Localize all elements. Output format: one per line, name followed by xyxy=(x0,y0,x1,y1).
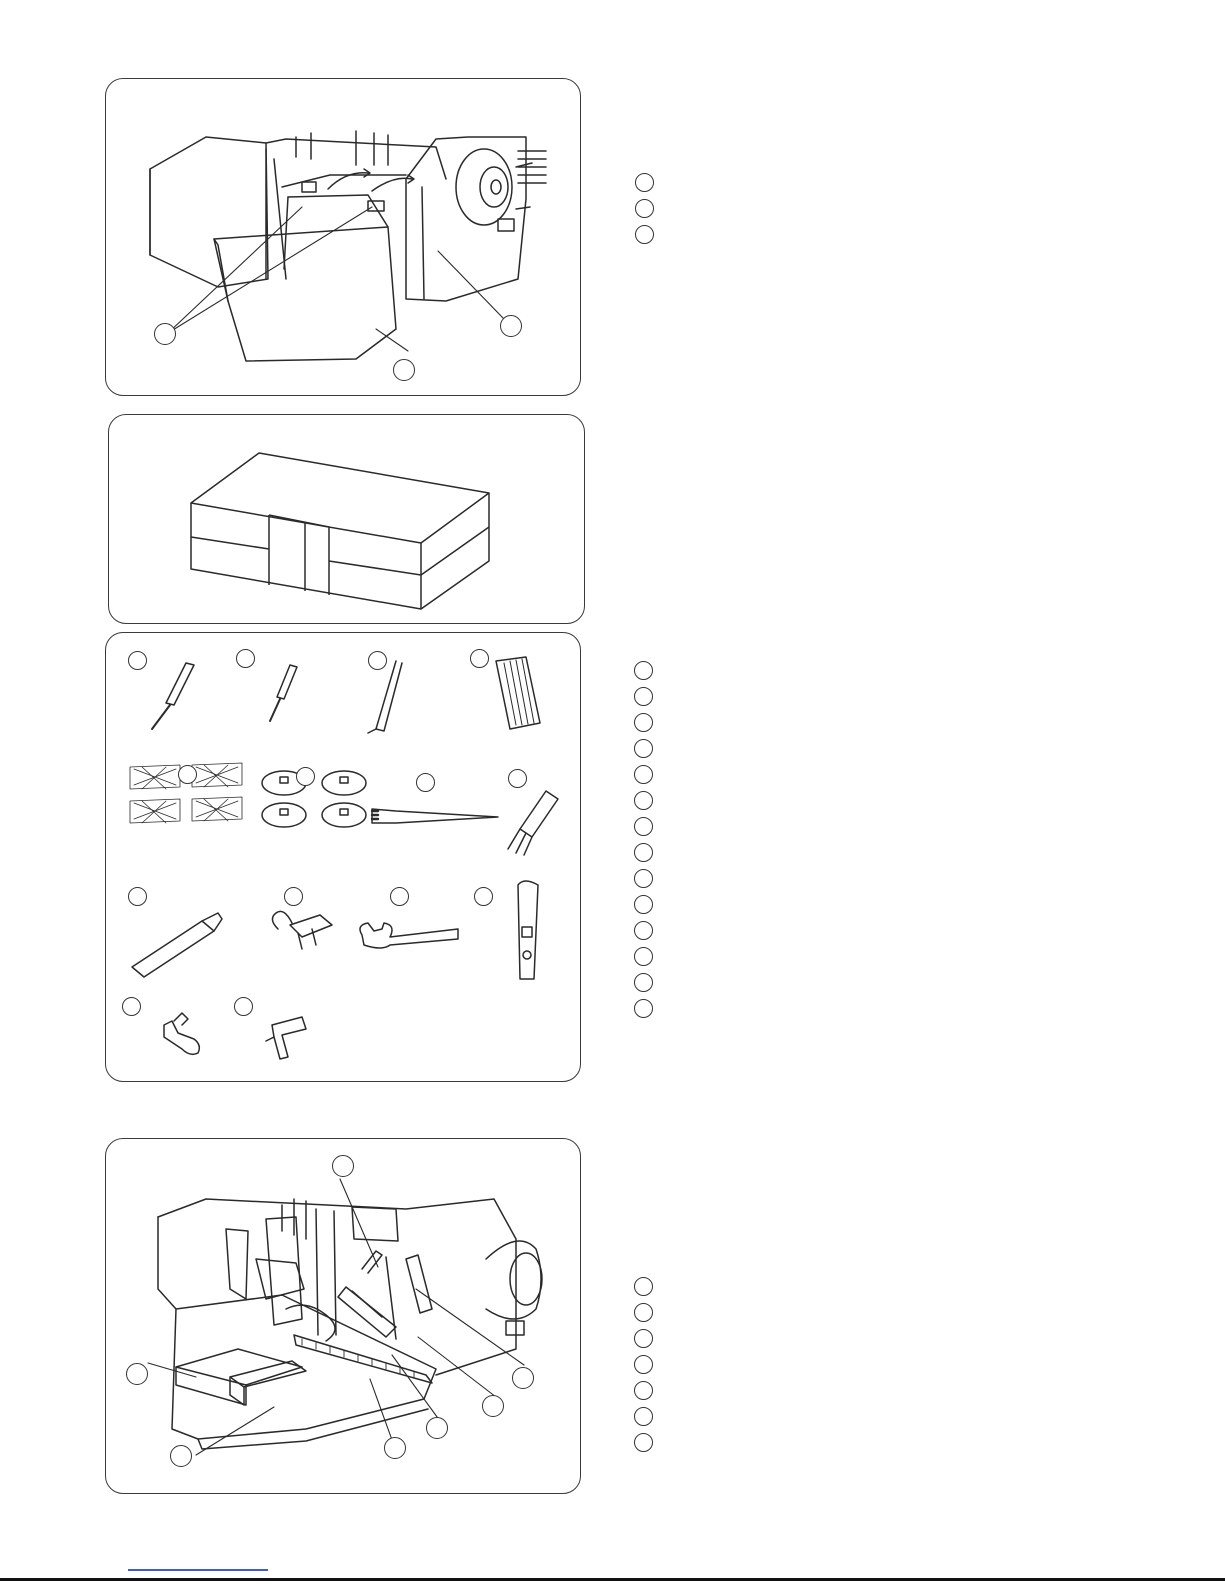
legend-circle xyxy=(634,687,653,706)
callout-circle xyxy=(512,1367,534,1389)
legend-circle xyxy=(634,739,653,758)
callout-circle xyxy=(470,649,489,668)
link-underline[interactable] xyxy=(128,1569,268,1571)
figure-accessory-tray xyxy=(105,78,581,396)
legend-circle xyxy=(635,199,654,218)
callout-circle xyxy=(384,1437,406,1459)
legend-circle xyxy=(634,947,653,966)
callout-circle xyxy=(474,887,493,906)
legend-circle xyxy=(634,1277,653,1296)
callout-circle xyxy=(236,649,255,668)
accessories-illustration xyxy=(106,633,581,1082)
legend-circle xyxy=(634,1329,653,1348)
callout-circle xyxy=(170,1445,192,1467)
callout-circle xyxy=(234,997,253,1016)
callout-circle xyxy=(368,651,387,670)
callout-circle xyxy=(284,887,303,906)
callout-circle xyxy=(128,651,147,670)
legend-circle xyxy=(634,1381,653,1400)
legend-circle xyxy=(634,1303,653,1322)
callout-circle xyxy=(296,767,315,786)
callout-circle xyxy=(482,1395,504,1417)
callout-circle xyxy=(178,765,197,784)
callout-circle xyxy=(128,887,147,906)
callout-circle xyxy=(508,769,527,788)
figure-front-cover-storage xyxy=(105,1138,581,1494)
legend-circle xyxy=(634,661,653,680)
callout-circle xyxy=(332,1155,354,1177)
page-bottom-rule xyxy=(0,1578,1225,1581)
legend-circle xyxy=(634,921,653,940)
figure-accessory-box xyxy=(108,414,585,624)
legend-circle xyxy=(634,973,653,992)
legend-circle xyxy=(634,1407,653,1426)
legend-circle xyxy=(634,869,653,888)
callout-circle xyxy=(416,773,435,792)
legend-circle xyxy=(635,225,654,244)
legend-circle xyxy=(634,895,653,914)
legend-circle xyxy=(634,713,653,732)
figure-accessories xyxy=(105,632,581,1082)
legend-circle xyxy=(634,817,653,836)
accessory-box-illustration xyxy=(109,415,585,624)
legend-circle xyxy=(634,843,653,862)
callout-circle xyxy=(500,315,522,337)
callout-circle xyxy=(426,1417,448,1439)
legend-circle xyxy=(634,765,653,784)
legend-circle xyxy=(635,173,654,192)
legend-circle xyxy=(634,1433,653,1452)
legend-circle xyxy=(634,1355,653,1374)
callout-circle xyxy=(390,887,409,906)
legend-circle xyxy=(634,999,653,1018)
callout-circle xyxy=(126,1363,148,1385)
storage-illustration xyxy=(106,1139,581,1494)
callout-circle xyxy=(154,323,176,345)
callout-circle xyxy=(122,997,141,1016)
callout-circle xyxy=(393,359,415,381)
machine-tray-illustration xyxy=(106,79,581,396)
legend-circle xyxy=(634,791,653,810)
